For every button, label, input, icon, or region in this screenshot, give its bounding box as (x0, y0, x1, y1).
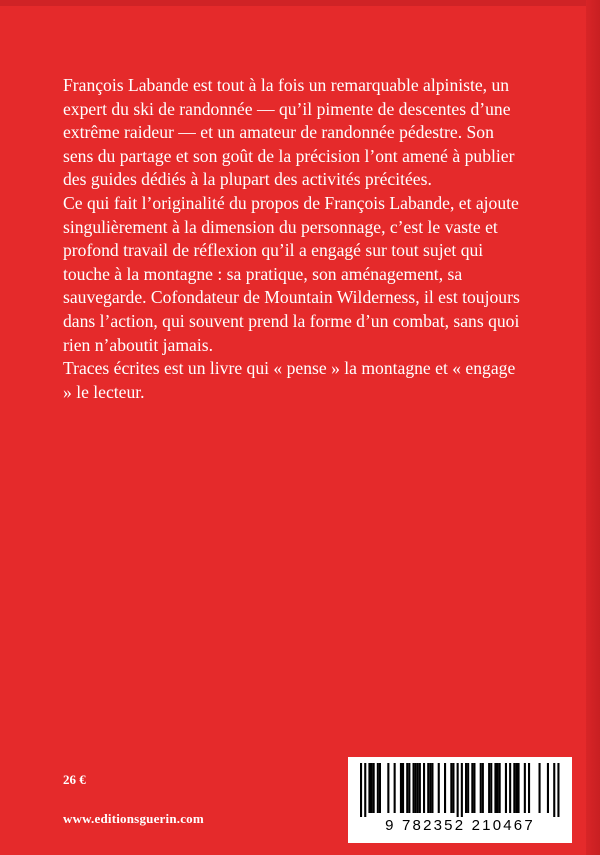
barcode-bar (450, 763, 452, 813)
spine-edge (586, 0, 600, 855)
barcode-bar (499, 763, 501, 813)
barcode-bar (377, 763, 379, 813)
barcode-bar (509, 763, 511, 813)
barcode-bar (387, 763, 389, 813)
barcode-bar (461, 763, 463, 817)
barcode-bar (368, 763, 370, 813)
barcode-bar (457, 763, 459, 817)
isbn-barcode (348, 757, 572, 843)
barcode-bar (497, 763, 499, 813)
barcode-bar (480, 763, 482, 813)
barcode-bar (406, 763, 408, 813)
barcode-bar (431, 763, 433, 813)
barcode-bar (413, 763, 415, 813)
barcode-bar (364, 763, 366, 817)
barcode-bars (354, 763, 566, 817)
barcode-bar (379, 763, 381, 813)
barcode-bar (417, 763, 419, 813)
barcode-bar (415, 763, 417, 813)
barcode-bar (452, 763, 454, 813)
barcode-bar (557, 763, 559, 817)
barcode-bar (427, 763, 429, 813)
barcode-bar (444, 763, 446, 813)
barcode-bar (471, 763, 473, 813)
barcode-bar (518, 763, 520, 813)
barcode-bar (513, 763, 515, 813)
barcode-bar (473, 763, 475, 813)
barcode-bar (488, 763, 490, 813)
barcode-bar (465, 763, 467, 813)
price-label: 26 € (63, 772, 86, 787)
barcode-bar (515, 763, 517, 813)
barcode-bar (539, 763, 541, 813)
barcode-bar (360, 763, 362, 817)
barcode-bar (408, 763, 410, 813)
barcode-bar (505, 763, 507, 813)
barcode-bar (553, 763, 555, 817)
barcode-bar (438, 763, 440, 813)
barcode-bar (467, 763, 469, 813)
barcode-bar (402, 763, 404, 813)
barcode-bar (429, 763, 431, 813)
blurb-text (63, 74, 523, 404)
barcode-bar (547, 763, 549, 813)
barcode-bar (524, 763, 526, 813)
cover-top-edge (0, 0, 600, 6)
barcode-bar (419, 763, 421, 813)
barcode-bar (373, 763, 375, 813)
barcode-bar (528, 763, 530, 813)
isbn-digits: 9 782352 210467 (385, 817, 535, 834)
barcode-bar (423, 763, 425, 813)
blurb-paragraph-3: Traces écrites est un livre qui « pense » la montagne et « engage » le lecteur. (63, 358, 516, 402)
barcode-bar (394, 763, 396, 813)
blurb-paragraph-1: François Labande est tout à la fois un remarquable alpiniste, un expert du ski de randonnée — qu’il pimente de descentes d’une extrême raideur — et un amateur de randonnée pédestre. Son sens du partage et son goût de la précision l’ont amené à publier des guides dédiés à la plupart des activités précitées. (63, 75, 515, 190)
barcode-bar (490, 763, 492, 813)
barcode-bar (371, 763, 373, 813)
barcode-bar (482, 763, 484, 813)
barcode-bar (400, 763, 402, 813)
blurb-paragraph-2: Ce qui fait l’originalité du propos de François Labande, et ajoute singulièrement à la dimension du personnage, c’est le vaste et profond travail de réflexion qu’il a engagé sur tout sujet qui touche à la montagne : sa pratique, son aménagement, sa sauvegarde. Cofondateur de Mountain Wilderness, il est toujours dans l’action, qui souvent prend la forme d’un combat, sans quoi rien n’aboutit jamais. (63, 192, 520, 355)
barcode-bar (494, 763, 496, 813)
publisher-website: www.editionsguerin.com (63, 811, 204, 826)
